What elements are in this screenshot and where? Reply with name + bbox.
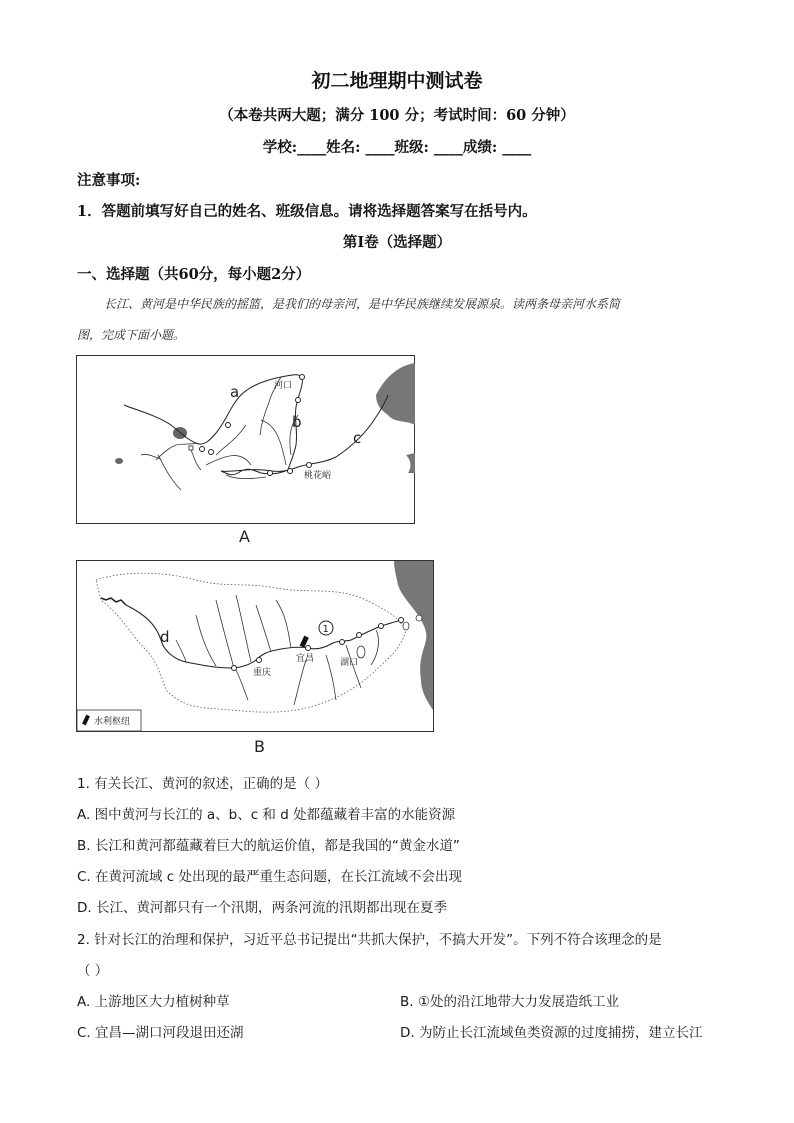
question-2-stem-cont: （ ） xyxy=(77,963,109,979)
question-2-option-a[interactable]: A. 上游地区大力植树种草 xyxy=(77,994,230,1010)
label-hekou: 河口 xyxy=(274,381,293,391)
map-a-caption: A xyxy=(239,527,250,546)
question-2-option-d[interactable]: D. 为防止长江流域鱼类资源的过度捕捞，建立长江 xyxy=(400,1025,703,1041)
question-1-option-d[interactable]: D. 长江、黄河都只有一个汛期，两条河流的汛期都出现在夏季 xyxy=(77,900,447,916)
exam-info: （本卷共两大题；满分 100 分；考试时间：60 分钟） xyxy=(219,107,575,124)
student-info-line: 学校:____姓名: ____班级: ____成绩: ____ xyxy=(262,139,532,156)
label-taohuayu: 桃花峪 xyxy=(304,471,332,481)
notice-item-1: 1．答题前填写好自己的姓名、班级信息。请将选择题答案写在括号内。 xyxy=(77,203,537,220)
label-c: c xyxy=(353,429,362,447)
map-b-caption: B xyxy=(254,737,265,756)
label-d: d xyxy=(160,628,170,646)
label-hukou: 湖口 xyxy=(340,658,359,668)
yellow-river-map xyxy=(76,355,416,525)
label-yichang: 宜昌 xyxy=(296,654,315,664)
label-chongqing: 重庆 xyxy=(253,668,272,678)
legend-label: 水利枢纽 xyxy=(94,717,131,727)
label-a: a xyxy=(230,383,240,401)
question-1-stem: 1. 有关长江、黄河的叙述，正确的是（ ） xyxy=(77,776,328,792)
question-2-stem: 2. 针对长江的治理和保护，习近平总书记提出“共抓大保护，不搞大开发”。下列不符合该理念的是 xyxy=(77,932,662,948)
question-1-option-a[interactable]: A. 图中黄河与长江的 a、b、c 和 d 处都蕴藏着丰富的水能资源 xyxy=(77,807,456,823)
question-1-option-b[interactable]: B. 长江和黄河都蕴藏着巨大的航运价值，都是我国的“黄金水道” xyxy=(77,838,460,854)
label-circle-1: 1 xyxy=(322,624,329,635)
question-2-option-b[interactable]: B. ①处的沿江地带大力发展造纸工业 xyxy=(400,994,619,1010)
question-1-option-c[interactable]: C. 在黄河流域 c 处出现的最严重生态问题，在长江流域不会出现 xyxy=(77,869,463,885)
intro-line-2: 图，完成下面小题。 xyxy=(77,328,186,342)
question-2-option-c[interactable]: C. 宜昌—湖口河段退田还湖 xyxy=(77,1025,244,1041)
page-title: 初二地理期中测试卷 xyxy=(311,70,483,92)
yangtze-river-map xyxy=(76,560,434,732)
volume-title: 第Ⅰ卷（选择题） xyxy=(342,234,452,251)
section-heading: 一、选择题（共60分，每小题2分） xyxy=(77,266,311,283)
intro-line-1: 长江、黄河是中华民族的摇篮，是我们的母亲河，是中华民族继续发展源泉。读两条母亲河水系简 xyxy=(104,297,621,311)
notice-heading: 注意事项: xyxy=(77,172,141,189)
label-b: b xyxy=(292,413,302,431)
